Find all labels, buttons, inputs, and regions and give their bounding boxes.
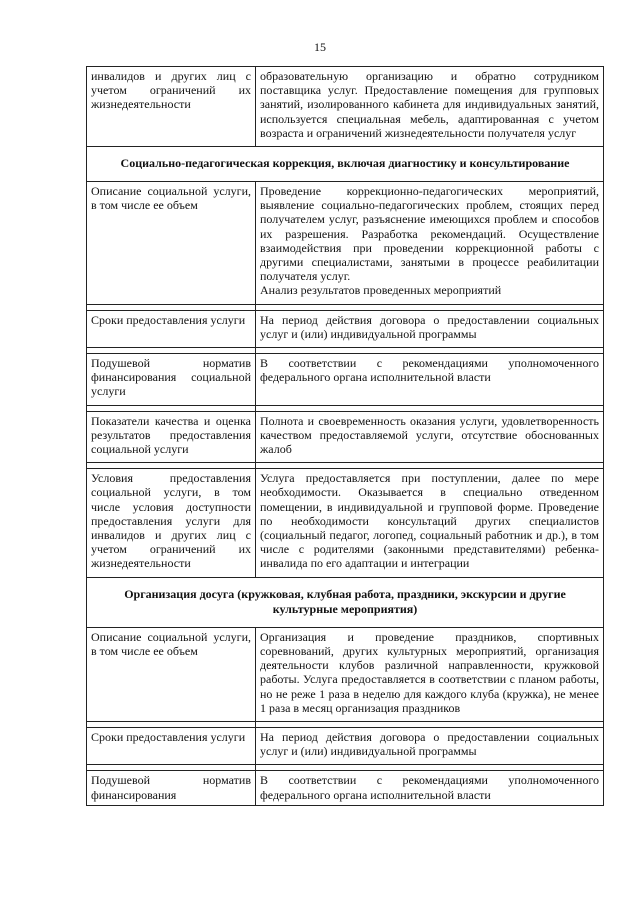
row-label: Сроки предоставления услуги (87, 727, 256, 764)
table-row (87, 354, 604, 406)
table-row (87, 627, 604, 721)
row-label: Подушевой норматив финансирования социальной услуги (87, 354, 256, 406)
table-row (87, 411, 604, 463)
section-row (87, 577, 604, 627)
table-row (87, 771, 604, 805)
row-label: Описание социальной услуги, в том числе ее объем (87, 182, 256, 305)
row-label: Показатели качества и оценка результатов предоставления социальной услуги (87, 411, 256, 463)
row-value: Организация и проведение праздников, спортивных соревнований, других культурных мероприятий, организация деятельности клубов различной направленности, кружковой работы. Услуга предоставляется в соответствии с планом работы, но не реже 1 раза в неделю для каждого клуба (кружка), не менее 1 раза в месяц организация праздников (256, 627, 604, 721)
row-label: Подушевой норматив финансирования (87, 771, 256, 805)
section-heading: Социально-педагогическая коррекция, включая диагностику и консультирование (87, 147, 604, 182)
row-label: Описание социальной услуги, в том числе ее объем (87, 627, 256, 721)
row-label: Сроки предоставления услуги (87, 310, 256, 347)
row-value: На период действия договора о предоставлении социальных услуг и (или) индивидуальной программы (256, 727, 604, 764)
section-row (87, 147, 604, 182)
services-table (86, 66, 604, 806)
row-value: На период действия договора о предоставлении социальных услуг и (или) индивидуальной программы (256, 310, 604, 347)
table-row (87, 67, 604, 147)
table-row (87, 310, 604, 347)
row-value: образовательную организацию и обратно сотрудником поставщика услуг. Предоставление помещения для групповых занятий, изолированного кабинета для индивидуальных занятий, используется специальная мебель, адаптированная с учетом возраста и ограничений жизнедеятельности получателя услуг (256, 67, 604, 147)
page-number: 15 (314, 40, 326, 54)
row-value: Полнота и своевременность оказания услуги, удовлетворенность качеством предоставляемой услуги, отсутствие обоснованных жалоб (256, 411, 604, 463)
table-row (87, 727, 604, 764)
row-value: Услуга предоставляется при поступлении, далее по мере необходимости. Оказывается в специально отведенном помещении, в индивидуальной и групповой форме. Проведение по необходимости консультаций других специалистов (социальный педагог, логопед, социальный работник и др.), в том числе с родителями (законными представителями) ребенка-инвалида по его адаптации и интеграции (256, 469, 604, 577)
row-label: Условия предоставления социальной услуги, в том числе условия доступности предоставления услуги для инвалидов и других лиц с учетом ограничений их жизнедеятельности (87, 469, 256, 577)
row-value: В соответствии с рекомендациями уполномоченного федерального органа исполнительной власти (256, 354, 604, 406)
table-row (87, 182, 604, 305)
section-heading: Организация досуга (кружковая, клубная работа, праздники, экскурсии и другие культурные мероприятия) (87, 577, 604, 627)
row-value: Проведение коррекционно-педагогических мероприятий, выявление социально-педагогических проблем, стоящих перед получателем услуг, разъяснение имеющихся проблем и способов их разрешения. Разработка рекомендаций. Осуществление взаимодействия при проведении коррекционной работы с другими специалистами, занятыми в процессе реабилитации получателя услуг. Анализ результатов проведенных мероприятий (256, 182, 604, 305)
table-row (87, 469, 604, 577)
row-value: В соответствии с рекомендациями уполномоченного федерального органа исполнительной власти (256, 771, 604, 805)
row-label: инвалидов и других лиц с учетом ограничений их жизнедеятельности (87, 67, 256, 147)
